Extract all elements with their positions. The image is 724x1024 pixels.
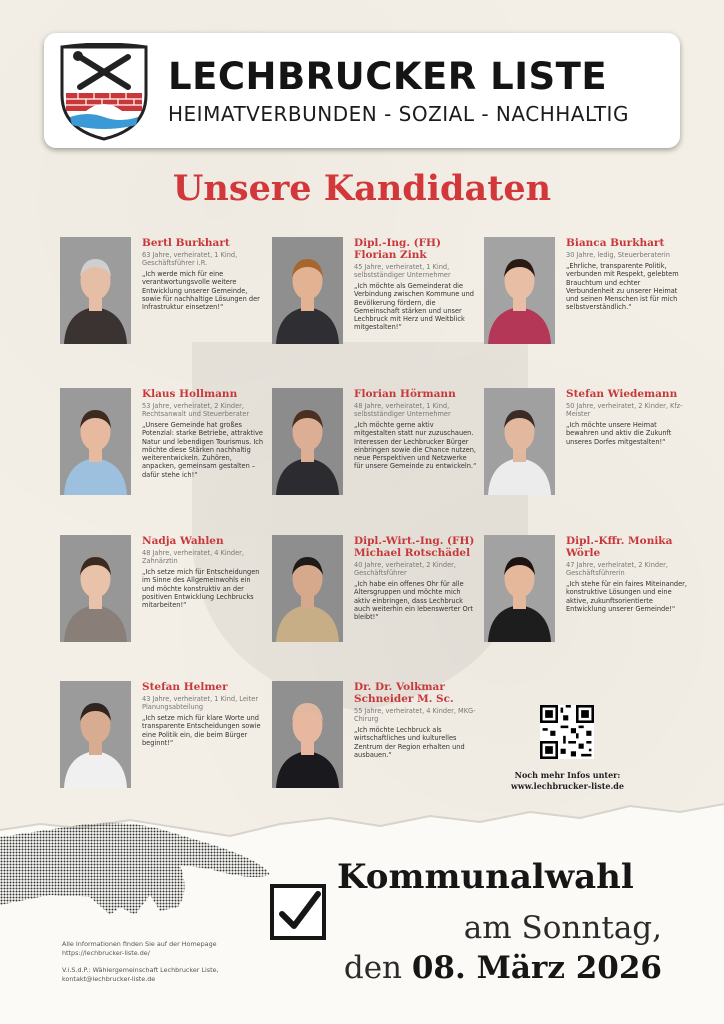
candidate-quote: „Ich möchte als Gemeinderat die Verbindung zwischen Kommune und Bevölkerung fördern, die Gemeinschaft stärken und unser Lechbruck mit Herz und Weitblick mitgestalten!“ (354, 282, 474, 332)
more-info (490, 770, 645, 792)
footer-info (62, 940, 217, 957)
candidate-card (60, 535, 265, 645)
candidate-card (272, 681, 477, 791)
candidate-info (566, 237, 689, 312)
candidate-photo (484, 535, 555, 642)
candidate-photo (60, 388, 131, 495)
candidate-quote: „Ich werde mich für eine verantwortungsvolle weitere Entwicklung unserer Gemeinde, sowie für nachhaltige Lösungen der Infrastruktur einsetzen!“ (142, 270, 260, 312)
candidate-name: Klaus Hollmann (142, 388, 238, 400)
candidate-card (272, 388, 477, 498)
more-info-label: Noch mehr Infos unter: (514, 770, 621, 780)
candidate-photo (60, 535, 131, 642)
qr-code-icon[interactable] (540, 705, 594, 759)
header-banner (44, 33, 680, 148)
candidate-details: 47 Jahre, verheiratet, 2 Kinder, Geschäftsführerin (566, 561, 668, 577)
candidate-name: Nadja Wahlen (142, 535, 224, 547)
candidate-details: 55 Jahre, verheiratet, 4 Kinder, MKG-Chirurg (354, 707, 476, 723)
candidate-card (484, 237, 689, 347)
candidate-quote: „Ich setze mich für klare Worte und transparente Entscheidungen sowie eine Politik ein, die beim Bürger beginnt!“ (142, 714, 261, 747)
election-date-value: 08. März 2026 (411, 950, 662, 986)
watermark-crest-icon (150, 300, 570, 720)
tagline: HEIMATVERBUNDEN - SOZIAL - NACHHALTIG (168, 102, 629, 126)
candidate-info (142, 388, 265, 479)
candidate-card (60, 237, 265, 347)
website-link[interactable]: www.lechbrucker-liste.de (511, 781, 624, 791)
election-title: Kommunalwahl (337, 857, 634, 897)
candidate-info (142, 535, 265, 609)
candidate-details: 48 Jahre, verheiratet, 4 Kinder, Zahnärztin (142, 549, 244, 565)
footer-imprint (62, 966, 219, 983)
candidate-info (566, 388, 689, 446)
candidate-card (272, 237, 477, 347)
candidate-info (354, 681, 477, 759)
candidate-photo (484, 237, 555, 344)
candidate-photo (60, 237, 131, 344)
candidate-photo (272, 681, 343, 788)
candidate-quote: „Ich möchte gerne aktiv mitgestalten statt nur zuzuschauen. Interessen der Lechbrucker Bürger einbringen sowie die Chance nutzen, neue Perspektiven und Netzwerke für unsere Gemeinde zu entwickeln.“ (354, 421, 477, 471)
footer-contact-email[interactable]: kontakt@lechbrucker-liste.de (62, 974, 156, 983)
candidate-info (566, 535, 689, 613)
candidate-photo (272, 535, 343, 642)
candidate-quote: „Ich habe ein offenes Ohr für alle Altersgruppen und möchte mich aktiv einbringen, dass Lechbruck auch weiterhin ein lebenswerter Ort bleibt!“ (354, 580, 473, 622)
candidate-info (142, 681, 265, 747)
candidate-name: Stefan Wiedemann (566, 388, 678, 400)
candidate-name: Dr. Dr. Volkmar Schneider M. Sc. (354, 681, 454, 705)
candidate-name: Stefan Helmer (142, 681, 228, 693)
candidate-details: 30 Jahre, ledig, Steuerberaterin (566, 251, 670, 259)
hand-illustration-icon (0, 815, 280, 935)
candidate-quote: „Ich stehe für ein faires Miteinander, konstruktive Lösungen und eine aktive, zukunftsorientierte Entwicklung unserer Gemeinde!“ (566, 580, 687, 613)
candidate-name: Dipl.-Wirt.-Ing. (FH) Michael Rotschädel (354, 535, 475, 559)
candidate-quote: „Ich möchte unsere Heimat bewahren und aktiv die Zukunft unseres Dorfes mitgestalten!“ (566, 421, 672, 446)
candidate-name: Bertl Burkhart (142, 237, 230, 249)
candidate-quote: „Ehrliche, transparente Politik, verbunden mit Respekt, gelebtem Brauchtum und echter Verbundenheit zu unserer Heimat und seinen Menschen ist für mich selbstverständlich.“ (566, 262, 679, 312)
checkbox-checked-icon (268, 882, 328, 942)
candidate-name: Florian Hörmann (354, 388, 456, 400)
candidate-details: 63 Jahre, verheiratet, 1 Kind, Geschäftsführer i.R. (142, 251, 238, 267)
candidate-details: 45 Jahre, verheiratet, 1 Kind, selbstständiger Unternehmer (354, 263, 451, 279)
candidate-details: 53 Jahre, verheiratet, 2 Kinder, Rechtsanwalt und Steuerberater (142, 402, 250, 418)
election-date (344, 950, 662, 986)
candidate-photo (484, 388, 555, 495)
candidate-quote: „Ich möchte Lechbruck als wirtschaftliches und kulturelles Zentrum der Region erhalten und ausbauen.“ (354, 726, 465, 759)
election-date-prefix: den (343, 950, 412, 986)
candidate-quote: „Unsere Gemeinde hat großes Potenzial: starke Betriebe, attraktive Natur und lebendigen Tourismus. Ich möchte diese Stärken nachhaltig weiterentwickeln. Zuhören, anpacken, gemeinsam gestalten – dafür stehe ich!“ (142, 421, 264, 479)
candidate-name: Dipl.-Kffr. Monika Wörle (566, 535, 673, 559)
candidate-name: Dipl.-Ing. (FH) Florian Zink (354, 237, 441, 261)
candidate-photo (60, 681, 131, 788)
candidate-details: 50 Jahre, verheiratet, 2 Kinder, Kfz-Meister (566, 402, 683, 418)
candidate-details: 43 Jahre, verheiratet, 1 Kind, Leiter Planungsabteilung (142, 695, 259, 711)
candidate-card (60, 681, 265, 791)
candidate-card (272, 535, 477, 645)
candidate-info (354, 535, 477, 621)
footer-homepage-link[interactable]: https://lechbrucker-liste.de/ (62, 948, 150, 957)
footer-info-text: Alle Informationen finden Sie auf der Homepage (62, 940, 217, 948)
candidate-name: Bianca Burkhart (566, 237, 665, 249)
page-title: Unsere Kandidaten (172, 168, 552, 209)
candidate-details: 40 Jahre, verheiratet, 2 Kinder, Geschäftsführer (354, 561, 456, 577)
candidate-card (484, 388, 689, 498)
candidate-details: 48 Jahre, verheiratet, 1 Kind, selbstständiger Unternehmer (354, 402, 451, 418)
candidate-photo (272, 237, 343, 344)
election-day: am Sonntag, (463, 910, 662, 946)
candidate-card (60, 388, 265, 498)
coat-of-arms-icon (58, 43, 150, 141)
candidate-photo (272, 388, 343, 495)
brand-name: LECHBRUCKER LISTE (168, 55, 608, 98)
candidate-info (142, 237, 265, 311)
candidate-quote: „Ich setze mich für Entscheidungen im Sinne des Allgemeinwohls ein und möchte konstruktiv an der positiven Entwicklung Lechbrucks mitarbeiten!“ (142, 568, 260, 610)
candidate-card (484, 535, 689, 645)
footer-visdp: V.i.S.d.P.: Wählergemeinschaft Lechbrucker Liste, (62, 966, 219, 974)
candidate-info (354, 237, 477, 332)
candidate-info (354, 388, 477, 471)
